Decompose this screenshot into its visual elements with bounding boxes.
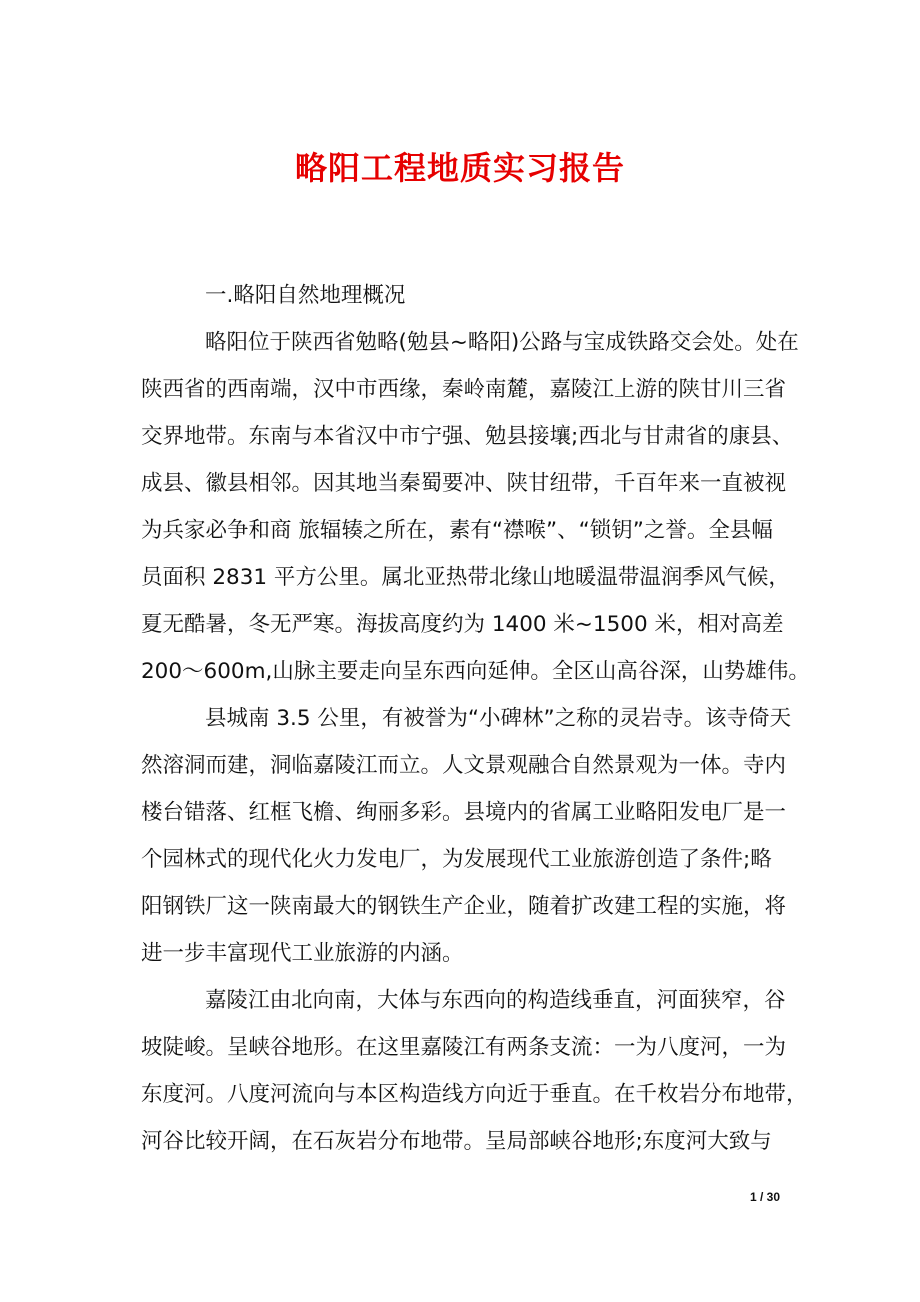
text-line: 河谷比较开阔，在石灰岩分布地带。呈局部峡谷地形;东度河大致与	[141, 1129, 772, 1154]
page-number: 1 / 30	[749, 1190, 780, 1204]
paragraph-1	[141, 319, 810, 695]
text-line: 为兵家必争和商 旅辐辏之所在，素有“襟喉”、“锁钥”之誉。全县幅	[141, 518, 773, 543]
text-line: 然溶洞而建，洞临嘉陵江而立。人文景观融合自然景观为一体。寺内	[141, 753, 787, 778]
section-heading	[141, 272, 781, 319]
text-line: 成县、徽县相邻。因其地当秦蜀要冲、陕甘纽带，千百年来一直被视	[141, 471, 787, 496]
paragraph-3	[141, 977, 808, 1165]
text-line: 夏无酷暑，冬无严寒。海拔高度约为 1400 米~1500 米，相对高差	[141, 612, 784, 637]
text-line: 交界地带。东南与本省汉中市宁强、勉县接壤;西北与甘肃省的康县、	[141, 424, 794, 449]
text-line: 县城南 3.5 公里，有被誉为“小碑林”之称的灵岩寺。该寺倚天	[205, 706, 792, 731]
document-body	[141, 272, 810, 1165]
text-line: 进一步丰富现代工业旅游的内涵。	[141, 941, 464, 966]
text-line: 个园林式的现代化火力发电厂，为发展现代工业旅游创造了条件;略	[141, 847, 772, 872]
document-title: 略阳工程地质实习报告	[294, 149, 625, 187]
text-line: 陕西省的西南端，汉中市西缘，秦岭南麓，嘉陵江上游的陕甘川三省	[141, 377, 787, 402]
text-line: 阳钢铁厂这一陕南最大的钢铁生产企业，随着扩改建工程的实施，将	[141, 894, 787, 919]
text-line: 员面积 2831 平方公里。属北亚热带北缘山地暖温带温润季风气候，	[141, 565, 790, 590]
text-line: 200～600m,山脉主要走向呈东西向延伸。全区山高谷深，山势雄伟。	[141, 659, 810, 684]
section-heading-text: 一.略阳自然地理概况	[205, 283, 406, 308]
text-line: 楼台错落、红框飞檐、绚丽多彩。县境内的省属工业略阳发电厂是一	[141, 800, 787, 825]
text-line: 坡陡峻。呈峡谷地形。在这里嘉陵江有两条支流：一为八度河，一为	[141, 1035, 787, 1060]
text-line: 略阳位于陕西省勉略(勉县~略阳)公路与宝成铁路交会处。处在	[205, 330, 799, 355]
paragraph-2	[141, 695, 792, 977]
text-line: 东度河。八度河流向与本区构造线方向近于垂直。在千枚岩分布地带，	[141, 1082, 808, 1107]
text-line: 嘉陵江由北向南，大体与东西向的构造线垂直，河面狭窄，谷	[205, 988, 786, 1013]
